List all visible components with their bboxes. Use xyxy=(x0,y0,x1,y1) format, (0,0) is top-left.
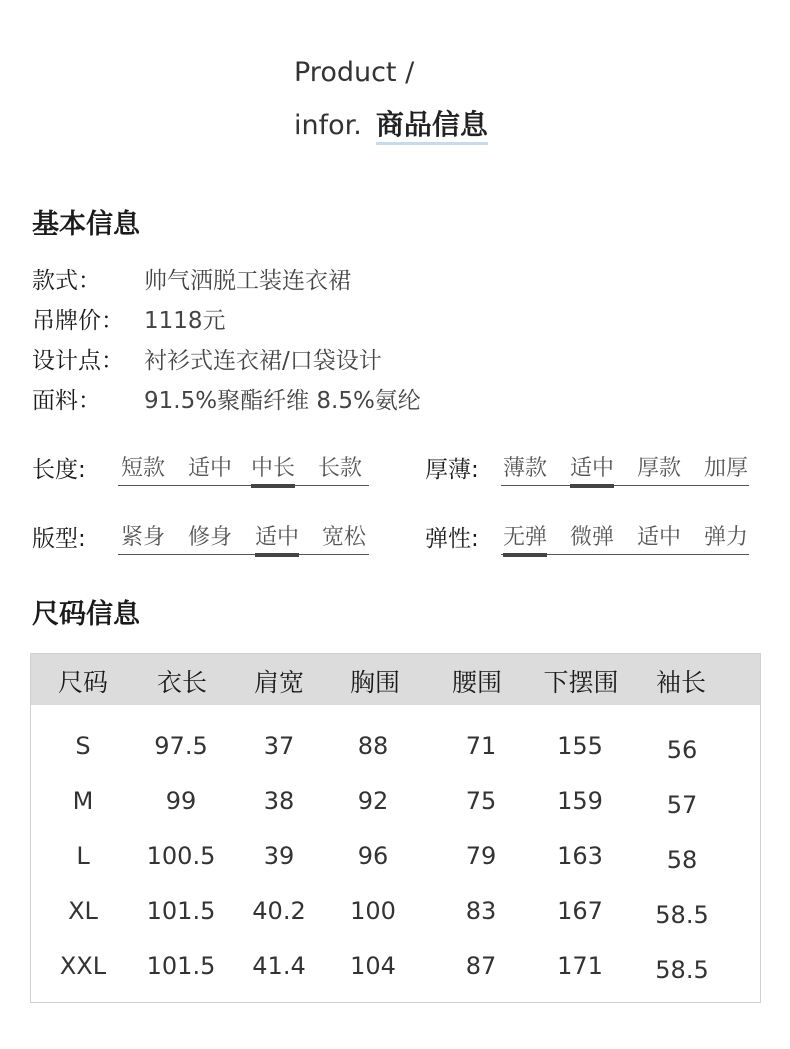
elasticity-option: 无弹 xyxy=(503,525,548,550)
elasticity-option: 微弹 xyxy=(570,525,615,550)
fit-scale xyxy=(32,520,372,564)
size-value-cell: 101.5 xyxy=(146,952,216,980)
header-cell: 尺码 xyxy=(57,668,109,697)
header-title-row xyxy=(294,103,488,143)
size-value-cell: 41.4 xyxy=(252,952,306,980)
size-value-cell: 97.5 xyxy=(154,732,208,760)
header-cell: 下摆围 xyxy=(543,668,619,697)
elasticity-label: 弹性: xyxy=(425,526,479,552)
fit-option: 修身 xyxy=(188,525,233,550)
elasticity-option: 弹力 xyxy=(704,525,749,550)
header-en-subtitle: infor. xyxy=(294,110,362,141)
info-label: 款式： xyxy=(32,268,101,294)
size-value-cell: 87 xyxy=(465,952,497,980)
size-label-cell: S xyxy=(75,732,91,760)
size-value-cell: 99 xyxy=(165,787,197,815)
header-cell: 胸围 xyxy=(349,668,401,697)
info-value: 1118元 xyxy=(144,308,226,334)
size-value-cell: 167 xyxy=(557,897,603,925)
elasticity-options xyxy=(501,520,749,555)
length-option: 中长 xyxy=(251,456,296,481)
header-cell: 衣长 xyxy=(156,668,208,697)
info-label: 面料： xyxy=(32,388,101,414)
length-option: 短款 xyxy=(121,456,166,481)
size-value-cell: 88 xyxy=(357,732,389,760)
size-value-cell: 71 xyxy=(465,732,497,760)
size-value-cell: 57 xyxy=(666,791,698,819)
info-value: 帅气洒脱工装连衣裙 xyxy=(144,268,351,294)
size-value-cell: 37 xyxy=(263,732,295,760)
thickness-option: 加厚 xyxy=(704,456,749,481)
size-label-cell: M xyxy=(72,787,94,815)
size-label-cell: XXL xyxy=(59,952,107,980)
size-value-cell: 56 xyxy=(666,736,698,764)
thickness-selected-marker xyxy=(570,484,614,488)
header-cell: 腰围 xyxy=(451,668,503,697)
length-options xyxy=(118,451,369,486)
info-value: 91.5%聚酯纤维 8.5%氨纶 xyxy=(144,388,421,414)
size-label-cell: L xyxy=(76,842,90,870)
size-info-title: 尺码信息 xyxy=(32,599,140,630)
size-value-cell: 75 xyxy=(465,787,497,815)
size-value-cell: 79 xyxy=(465,842,497,870)
size-value-cell: 39 xyxy=(263,842,295,870)
size-label-cell: XL xyxy=(68,897,98,925)
size-value-cell: 38 xyxy=(263,787,295,815)
length-scale xyxy=(32,451,372,495)
header-en-title: Product / xyxy=(294,57,415,88)
size-table-header xyxy=(31,654,760,705)
size-value-cell: 40.2 xyxy=(252,897,306,925)
size-value-cell: 92 xyxy=(357,787,389,815)
header-cell: 肩宽 xyxy=(253,668,305,697)
size-value-cell: 104 xyxy=(350,952,396,980)
header-cn-title: 商品信息 xyxy=(376,108,488,145)
size-value-cell: 101.5 xyxy=(146,897,216,925)
fit-label: 版型: xyxy=(32,526,86,552)
size-value-cell: 171 xyxy=(557,952,603,980)
header-cell: 袖长 xyxy=(655,668,707,697)
size-value-cell: 58.5 xyxy=(655,901,709,929)
length-label: 长度: xyxy=(32,457,86,483)
size-value-cell: 100.5 xyxy=(146,842,216,870)
thickness-option: 薄款 xyxy=(503,456,548,481)
info-label: 吊牌价： xyxy=(32,308,124,334)
size-value-cell: 155 xyxy=(557,732,603,760)
size-value-cell: 159 xyxy=(557,787,603,815)
fit-option: 紧身 xyxy=(121,525,166,550)
length-selected-marker xyxy=(251,484,295,488)
info-label: 设计点： xyxy=(32,348,124,374)
elasticity-scale xyxy=(425,520,755,564)
size-value-cell: 163 xyxy=(557,842,603,870)
size-value-cell: 96 xyxy=(357,842,389,870)
size-value-cell: 58 xyxy=(666,846,698,874)
thickness-options xyxy=(501,451,749,486)
size-value-cell: 83 xyxy=(465,897,497,925)
length-option: 长款 xyxy=(318,456,363,481)
elasticity-selected-marker xyxy=(503,553,547,557)
size-value-cell: 100 xyxy=(350,897,396,925)
thickness-option: 厚款 xyxy=(637,456,682,481)
info-value: 衬衫式连衣裙/口袋设计 xyxy=(144,348,382,374)
basic-info-title: 基本信息 xyxy=(32,209,140,240)
thickness-label: 厚薄: xyxy=(425,457,479,483)
fit-options xyxy=(118,520,369,555)
size-table xyxy=(30,653,761,1003)
size-value-cell: 58.5 xyxy=(655,956,709,984)
elasticity-option: 适中 xyxy=(637,525,682,550)
thickness-scale xyxy=(425,451,755,495)
thickness-option: 适中 xyxy=(570,456,615,481)
fit-option: 宽松 xyxy=(322,525,367,550)
fit-option: 适中 xyxy=(255,525,300,550)
fit-selected-marker xyxy=(255,553,299,557)
length-option: 适中 xyxy=(188,456,233,481)
